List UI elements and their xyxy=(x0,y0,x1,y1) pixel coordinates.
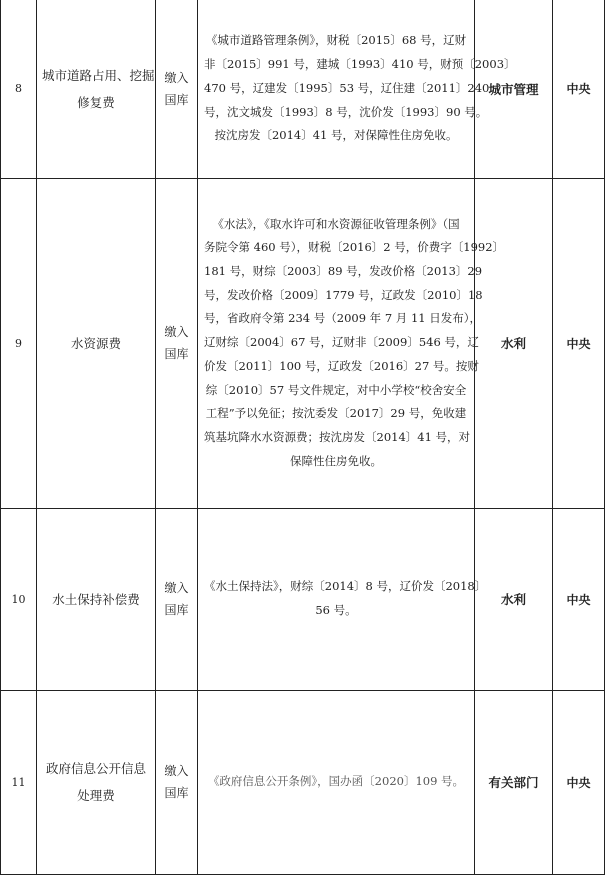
fee-name-line: 处理费 xyxy=(77,788,115,803)
policy-basis-line: 181 号，财综〔2003〕89 号，发改价格〔2013〕29 xyxy=(204,264,483,279)
fund-type xyxy=(156,178,198,508)
fee-name-line: 水资源费 xyxy=(70,335,121,351)
table-row xyxy=(1,508,605,690)
department: 城市管理 xyxy=(475,0,553,178)
fund-type-line: 国库 xyxy=(164,92,189,107)
policy-basis-line: 辽财综〔2004〕67 号，辽财非〔2009〕546 号，辽 xyxy=(204,335,479,350)
fund-type-line: 国库 xyxy=(164,603,189,617)
fund-type-line: 国库 xyxy=(164,786,189,800)
fee-name xyxy=(37,508,156,690)
fund-type-line: 缴入 xyxy=(164,325,189,339)
policy-basis-line: 价发〔2011〕100 号，辽政发〔2016〕27 号。按财 xyxy=(204,358,479,373)
fund-type-line: 缴入 xyxy=(164,581,189,595)
policy-basis-line: 《政府信息公开条例》，国办函〔2020〕109 号。 xyxy=(207,774,465,789)
fund-type-line: 缴入 xyxy=(164,70,189,85)
fee-name xyxy=(37,178,156,508)
policy-basis-line: 保障性住房免收。 xyxy=(290,453,382,468)
revenue-level: 中央 xyxy=(553,508,605,690)
fund-type-line: 缴入 xyxy=(164,764,189,778)
revenue-level: 中央 xyxy=(553,178,605,508)
table-row xyxy=(1,0,605,178)
revenue-level: 中央 xyxy=(553,0,605,178)
policy-basis-line: 按沈房发〔2014〕41 号，对保障性住房免收。 xyxy=(214,128,458,143)
row-number: 10 xyxy=(1,508,37,690)
revenue-level: 中央 xyxy=(553,690,605,874)
fund-type xyxy=(156,508,198,690)
row-number: 8 xyxy=(1,0,37,178)
fund-type-line: 国库 xyxy=(164,347,189,361)
policy-basis-line: 非〔2015〕991 号，建城〔1993〕410 号，财预〔2003〕 xyxy=(204,57,516,72)
policy-basis-line: 号，发改价格〔2009〕1779 号，辽政发〔2010〕18 xyxy=(204,287,483,302)
policy-basis-line: 务院令第 460 号），财税〔2016〕2 号，价费字〔1992〕 xyxy=(204,240,505,255)
fee-name-line: 城市道路占用、挖掘 xyxy=(42,67,155,83)
policy-basis-line: 470 号，辽建发〔1995〕53 号，辽住建〔2011〕240 xyxy=(204,80,490,95)
department: 有关部门 xyxy=(475,690,553,874)
policy-basis-line: 56 号。 xyxy=(315,603,357,617)
policy-basis-line: 工程”予以免征；按沈委发〔2017〕29 号，免收建 xyxy=(205,406,467,421)
fee-name-line: 政府信息公开信息 xyxy=(45,761,146,776)
fee-name-line: 修复费 xyxy=(77,94,115,110)
fund-type xyxy=(156,0,198,178)
policy-basis-line: 《城市道路管理条例》，财税〔2015〕68 号，辽财 xyxy=(205,33,467,48)
row-number: 11 xyxy=(1,690,37,874)
policy-basis-line: 筑基坑降水水资源费；按沈房发〔2014〕41 号，对 xyxy=(204,429,471,444)
fee-name xyxy=(37,0,156,178)
policy-basis-line: 《水土保持法》，财综〔2014〕8 号，辽价发〔2018〕 xyxy=(204,579,487,594)
department: 水利 xyxy=(475,508,553,690)
row-number: 9 xyxy=(1,178,37,508)
fee-name-line: 水土保持补偿费 xyxy=(52,591,140,607)
policy-basis-line: 号，省政府令第 234 号（2009 年 7 月 11 日发布）， xyxy=(204,311,482,326)
department: 水利 xyxy=(475,178,553,508)
fee-name xyxy=(37,690,156,874)
policy-basis-line: 号，沈文城发〔1993〕8 号，沈价发〔1993〕90 号。 xyxy=(204,104,488,119)
table-row xyxy=(1,690,605,874)
policy-basis xyxy=(198,690,475,874)
policy-basis-line: 综〔2010〕57 号文件规定，对中小学校“校舍安全 xyxy=(205,382,467,397)
policy-basis xyxy=(198,508,487,690)
table-row xyxy=(1,178,605,508)
policy-basis-line: 《水法》，《取水许可和水资源征收管理条例》（国 xyxy=(212,216,460,231)
fund-type xyxy=(156,690,198,874)
policy-basis xyxy=(198,178,505,508)
